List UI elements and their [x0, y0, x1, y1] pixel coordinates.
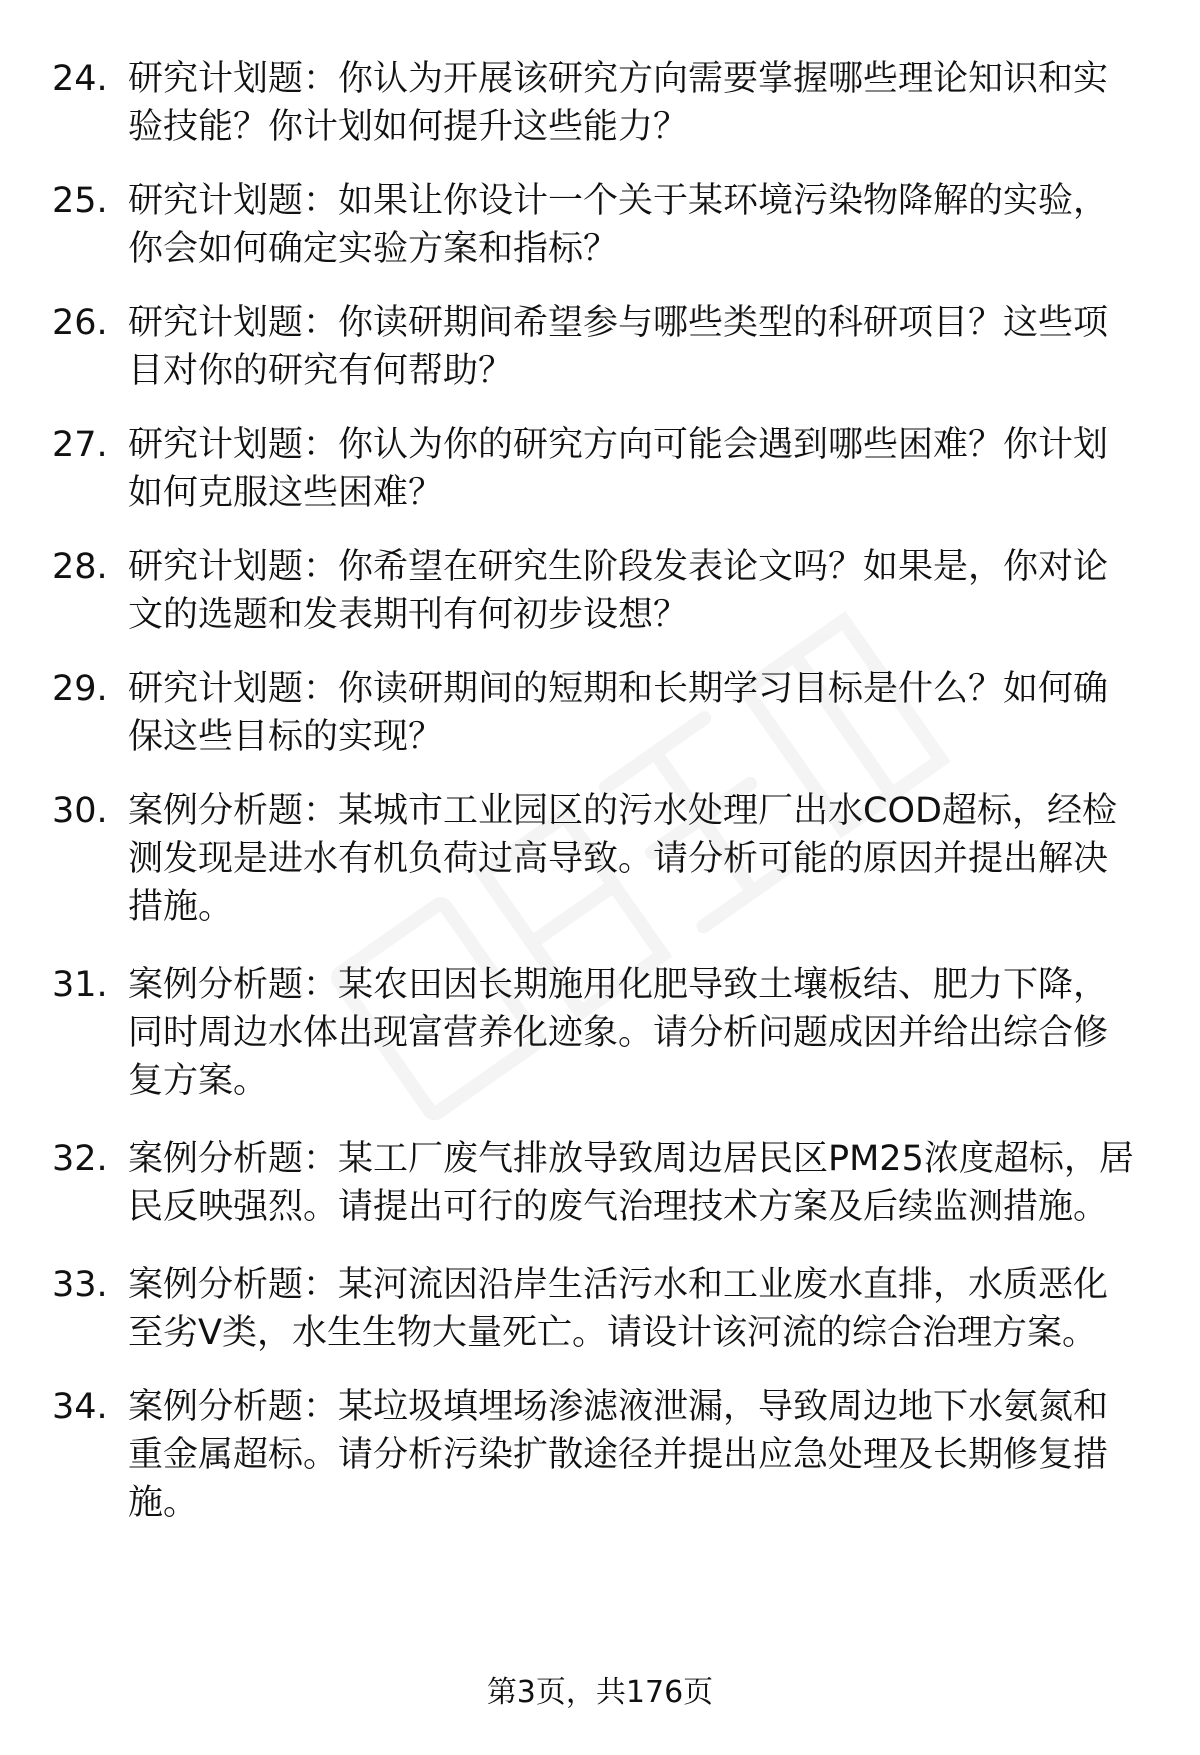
question-number: 29. [52, 669, 108, 709]
question-item [52, 665, 1152, 761]
question-number: 24. [52, 59, 108, 99]
question-item [52, 787, 1152, 931]
question-item [52, 1135, 1152, 1231]
question-number: 27. [52, 425, 108, 465]
question-item [52, 177, 1152, 273]
question-number: 26. [52, 303, 108, 343]
question-item [52, 421, 1152, 517]
question-item [52, 961, 1152, 1105]
question-text: 研究计划题：如果让你设计一个关于某环境污染物降解的实验，你会如何确定实验方案和指标？ [128, 181, 1109, 269]
question-number: 33. [52, 1265, 108, 1305]
question-list [52, 55, 1152, 1553]
question-text: 案例分析题：某河流因沿岸生活污水和工业废水直排，水质恶化至劣V类，水生生物大量死亡。请设计该河流的综合治理方案。 [128, 1265, 1109, 1353]
question-text: 研究计划题：你希望在研究生阶段发表论文吗？如果是，你对论文的选题和发表期刊有何初步设想？ [128, 547, 1109, 635]
question-number: 30. [52, 791, 108, 831]
question-item [52, 55, 1152, 151]
question-text: 研究计划题：你读研期间的短期和长期学习目标是什么？如何确保这些目标的实现？ [128, 669, 1109, 757]
question-text: 案例分析题：某农田因长期施用化肥导致土壤板结、肥力下降，同时周边水体出现富营养化迹象。请分析问题成因并给出综合修复方案。 [128, 965, 1109, 1101]
question-text: 案例分析题：某城市工业园区的污水处理厂出水COD超标，经检测发现是进水有机负荷过高导致。请分析可能的原因并提出解决措施。 [128, 791, 1117, 927]
question-number: 34. [52, 1387, 108, 1427]
question-item [52, 1383, 1152, 1527]
question-number: 31. [52, 965, 108, 1005]
question-text: 案例分析题：某工厂废气排放导致周边居民区PM25浓度超标，居民反映强烈。请提出可行的废气治理技术方案及后续监测措施。 [128, 1139, 1134, 1227]
question-item [52, 1261, 1152, 1357]
question-text: 研究计划题：你读研期间希望参与哪些类型的科研项目？这些项目对你的研究有何帮助？ [128, 303, 1109, 391]
question-number: 25. [52, 181, 108, 221]
question-item [52, 543, 1152, 639]
question-text: 案例分析题：某垃圾填埋场渗滤液泄漏，导致周边地下水氨氮和重金属超标。请分析污染扩散途径并提出应急处理及长期修复措施。 [128, 1387, 1109, 1523]
question-text: 研究计划题：你认为开展该研究方向需要掌握哪些理论知识和实验技能？你计划如何提升这些能力？ [128, 59, 1109, 147]
question-item [52, 299, 1152, 395]
page-footer: 第3页，共176页 [486, 1675, 714, 1710]
question-number: 32. [52, 1139, 108, 1179]
question-text: 研究计划题：你认为你的研究方向可能会遇到哪些困难？你计划如何克服这些困难？ [128, 425, 1109, 513]
question-number: 28. [52, 547, 108, 587]
